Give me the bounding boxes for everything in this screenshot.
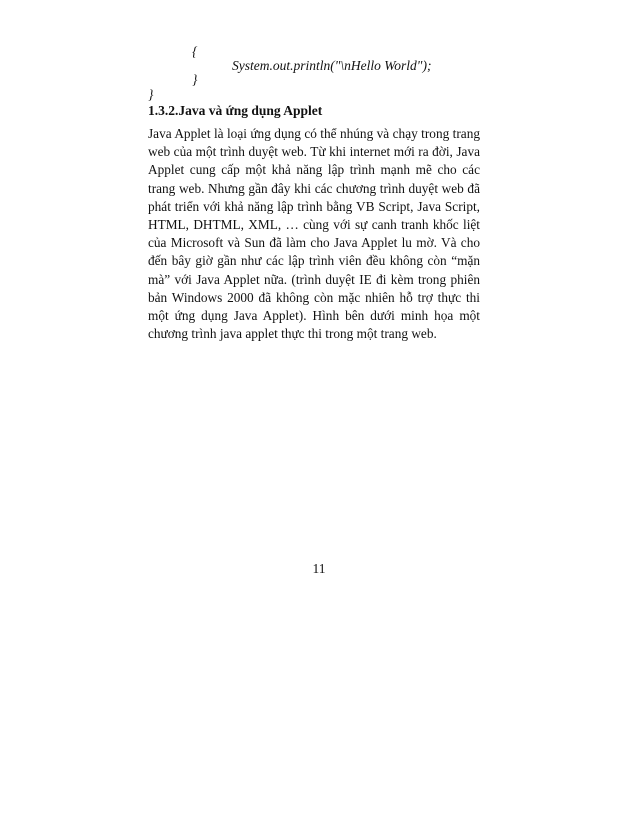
- code-brace-close-inner: }: [192, 72, 198, 87]
- section-heading: 1.3.2.Java và ứng dụng Applet: [148, 103, 323, 118]
- page-number: 11: [312, 561, 326, 576]
- section-paragraph: Java Applet là loại ứng dụng có thể nhúng và chạy trong trang web của một trình duyệt web. Từ khi internet mới ra đời, Java Applet cung cấp một khả năng lập trình mạnh mẽ cho các trang web. Nhưng gần đây khi các chương trình duyệt web đã phát triển với khả năng lập trình bằng VB Script, Java Script, HTML, DHTML, XML, … cùng với sự canh tranh khốc liệt của Microsoft và Sun đã làm cho Java Applet lu mờ. Và cho đến bây giờ gần như các lập trình viên đều không còn “mặn mà” với Java Applet nữa. (trình duyệt IE đi kèm trong phiên bản Windows 2000 đã không còn mặc nhiên hỗ trợ thực thi một ứng dụng Java Applet). Hình bên dưới minh họa một chương trình java applet thực thi trong một trang web.: [148, 126, 480, 342]
- code-brace-open-inner: {: [192, 44, 198, 59]
- code-println-statement: System.out.println("\nHello World");: [232, 58, 432, 73]
- code-brace-close-outer: }: [148, 87, 154, 102]
